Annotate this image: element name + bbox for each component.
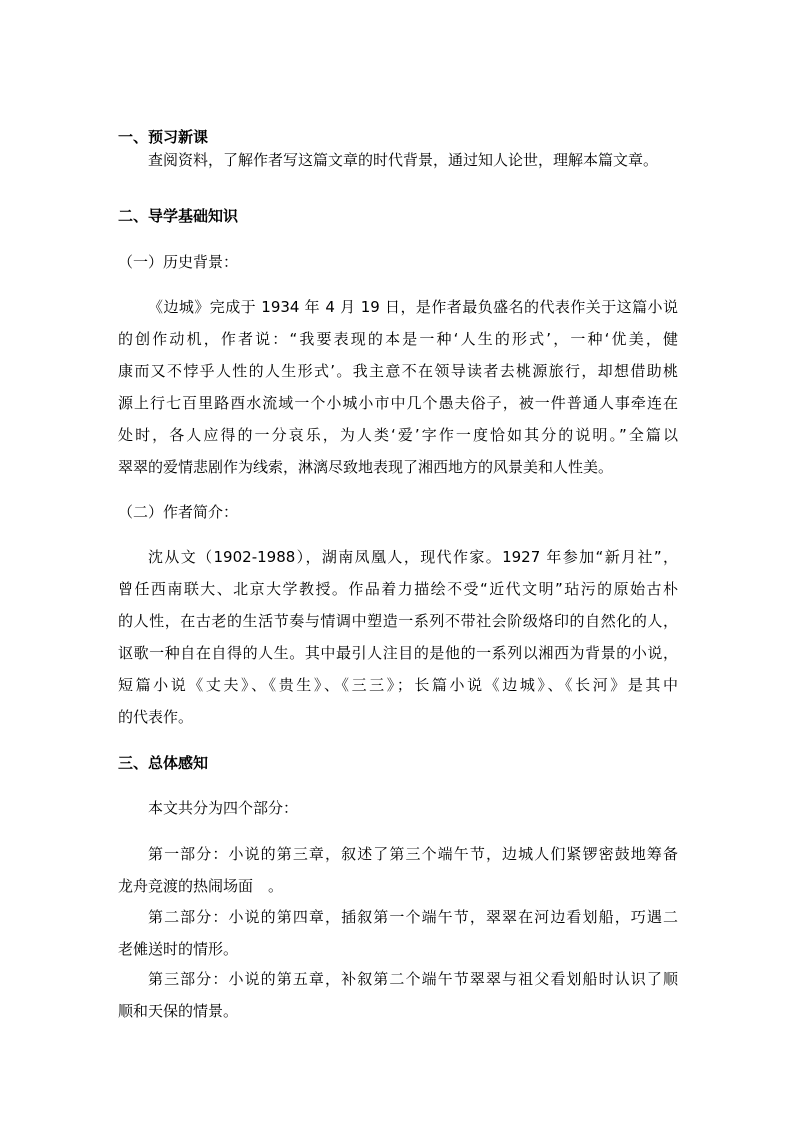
paragraph-line: 查阅资料，了解作者写这篇文章的时代背景，通过知人论世，理解本篇文章。 [148,151,659,169]
paragraph-line: 翠翠的爱情悲剧作为线索，淋漓尽致地表现了湘西地方的风景美和人性美。 [118,458,614,476]
paragraph-line: 短篇小说《丈夫》、《贵生》、《三三》；长篇小说《边城》、《长河》是其中 [118,676,678,694]
paragraph-line: 的创作动机，作者说：“我要表现的本是一种‘人生的形式’，一种‘优美，健 [118,330,678,348]
paragraph-line: 讴歌一种自在自得的人生。其中最引人注目的是他的一系列以湘西为背景的小说， [118,644,678,662]
paragraph-line: 老傩送时的情形。 [118,940,239,958]
section-1-heading: 一、预习新课 [118,128,209,146]
section-3-intro [118,792,678,824]
section-2-heading: 二、导学基础知识 [118,207,239,225]
paragraph-line: 龙舟竞渡的热闹场面 。 [118,877,284,895]
paragraph-line: 处时，各人应得的一分哀乐，为人类‘爱’字作一度恰如其分的说明。”全篇以 [118,426,678,444]
paragraph-line: 第二部分：小说的第四章，插叙第一个端午节，翠翠在河边看划船，巧遇二 [148,908,678,926]
paragraph-line: 的人性，在古老的生活节奏与情调中塑造一系列不带社会阶级烙印的自然化的人， [118,612,678,630]
subsection-history-heading: （一）历史背景： [118,253,239,271]
paragraph-line: 源上行七百里路酉水流域一个小城小市中几个愚夫俗子，被一件普通人事牵连在 [118,394,678,412]
paragraph-line: 《边城》完成于 1934 年 4 月 19 日，是作者最负盛名的代表作关于这篇小说 [148,298,678,316]
paragraph-line: 曾任西南联大、北京大学教授。作品着力描绘不受“近代文明”玷污的原始古朴 [118,580,678,598]
subsection-author-heading: （二）作者简介： [118,503,239,521]
paragraph-line: 第三部分：小说的第五章，补叙第二个端午节翠翠与祖父看划船时认识了顺 [148,970,678,988]
part-2-paragraph [118,901,678,965]
paragraph-line: 沈从文（1902-1988），湖南凤凰人，现代作家。1927 年参加“新月社”， [148,548,678,566]
paragraph-line: 顺和天保的情景。 [118,1002,239,1020]
part-1-paragraph [118,838,678,902]
history-paragraph [118,291,678,483]
section-3-heading: 三、总体感知 [118,754,209,772]
paragraph-line: 康而又不悖乎人性的人生形式’。我主意不在领导读者去桃源旅行，却想借助桃 [118,362,678,380]
paragraph-line: 第一部分：小说的第三章，叙述了第三个端午节，边城人们紧锣密鼓地筹备 [148,845,678,863]
section-1-text [118,144,678,176]
author-paragraph [118,541,678,733]
paragraph-line: 本文共分为四个部分： [148,799,299,817]
paragraph-line: 的代表作。 [118,708,194,726]
part-3-paragraph [118,963,678,1027]
